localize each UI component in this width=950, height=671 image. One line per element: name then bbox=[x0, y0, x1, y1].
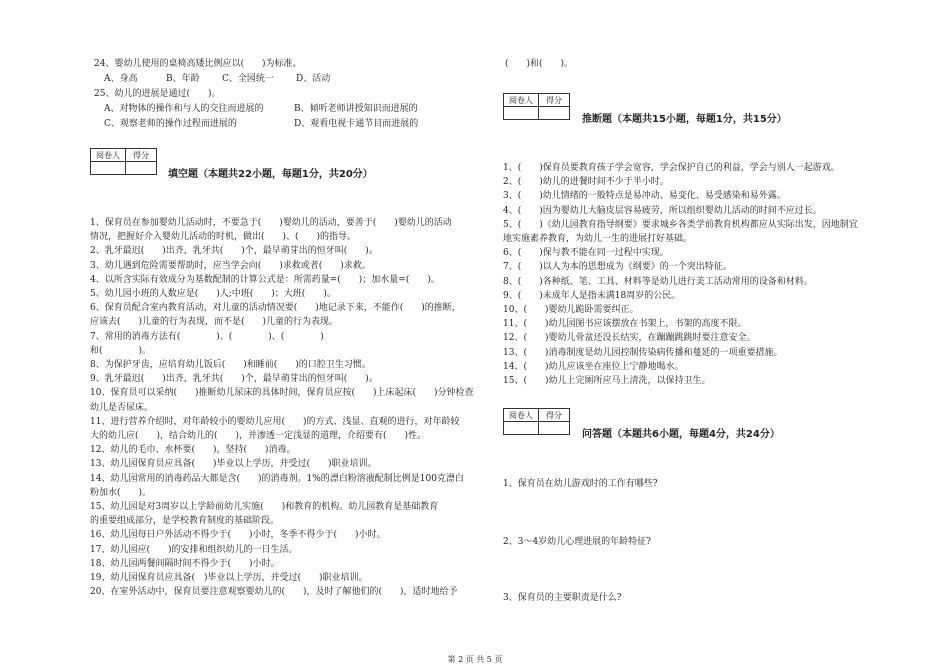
question-24: 24、婴幼儿使用的桌椅高矮比例应以( )为标准。 bbox=[94, 59, 302, 69]
score-label: 得分 bbox=[539, 94, 570, 107]
fill-question-line: 2、乳牙最迟( )出齐，乳牙共( )个，最早萌芽出的恒牙叫( )。 bbox=[90, 246, 378, 257]
fill-question-line: 大的幼儿应( )，结合幼儿的( )，并渗透一定浅显的道理，介绍要有( )性。 bbox=[90, 431, 427, 441]
fill-question-line: 18、幼儿园两餐间隔时间不得少于( )小时。 bbox=[90, 558, 280, 569]
fill-question-line: 粉加水( )。 bbox=[90, 487, 152, 498]
score-cell bbox=[539, 422, 570, 435]
fill-question-line: 9、乳牙最迟( )出齐，乳牙共( )个，最早萌芽出的恒牙叫( )。 bbox=[90, 374, 378, 385]
qa-question-1: 1、保育员在幼儿游戏时的工作有哪些? bbox=[503, 479, 658, 489]
grader-cell bbox=[504, 107, 539, 120]
grader-cell bbox=[504, 422, 539, 435]
score-label: 得分 bbox=[539, 409, 570, 422]
fill-question-line: 应该去( )儿童的行为表现，而不是( )儿童的行为表现。 bbox=[90, 317, 339, 328]
judge-question-line: 12、( )婴幼儿骨盆还没长结实，在蹦蹦跳跳时要注意安全。 bbox=[503, 333, 756, 344]
judge-question-line: 6、( )保与教不能在同一过程中实现。 bbox=[503, 248, 669, 259]
fill-question-line: 1、保育员在参加婴幼儿活动时，不要急于( )婴幼儿的活动，要善于( )婴幼儿的活动 bbox=[90, 218, 452, 228]
fill-question-line: 20、在室外活动中，保育员要注意观察婴幼儿的( )，及时了解他们的( )，适时地给予 bbox=[90, 587, 458, 598]
q24-option-c: C、全园统一 bbox=[222, 74, 274, 84]
q25-option-d: D、观看电视卡通节目而进展的 bbox=[294, 119, 419, 129]
fill-question-line: 5、幼儿园小班的人数应是( )人;中班( )；大班( )。 bbox=[90, 289, 336, 299]
q24-option-b: B、年龄 bbox=[166, 74, 200, 84]
judge-question-line: 8、( )各种纸、笔、工具、材料等是幼儿进行美工活动常用的设备和材料。 bbox=[503, 276, 813, 287]
qa-section-title: 问答题（本题共6小题，每题4分，共24分） bbox=[582, 429, 780, 440]
fill-section-title: 填空题（本题共22小题，每题1分，共20分） bbox=[168, 169, 373, 180]
score-box-qa bbox=[503, 408, 570, 435]
judge-question-line: 15、( )幼儿上完厕所应马上清洗，以保持卫生。 bbox=[503, 376, 711, 386]
q25-option-b: B、倾听老师讲授知识而进展的 bbox=[294, 104, 418, 114]
fill-question-line: 19、幼儿园保育员应具备( )毕业以上学历，并受过( )职业培训。 bbox=[90, 573, 368, 583]
grader-label: 阅卷人 bbox=[504, 94, 539, 107]
fill-question-line: 8、为保护牙齿，应培育幼儿饭后( )和睡前( )的口腔卫生习惯。 bbox=[90, 360, 371, 370]
fill-question-line: 情况，把握好介入婴幼儿活动的时机，做出( )、( )的指导。 bbox=[90, 232, 357, 243]
fill-question-line: 的重要组成部分，是学校教育制度的基础阶段。 bbox=[90, 516, 280, 527]
page-footer: 第 2 页 共 5 页 bbox=[447, 655, 503, 664]
question-25: 25、幼儿的进展是通过( )。 bbox=[94, 89, 221, 99]
judge-question-line: 1、( )保育员要教育孩子学会宽容，学会保护自己的利益，学会与别人一起游戏。 bbox=[503, 163, 840, 173]
q24-option-a: A、身高 bbox=[104, 74, 138, 84]
judge-question-line: 9、( )未成年人是指未满18周岁的公民。 bbox=[503, 290, 681, 301]
judge-question-line: 5、( )《幼儿园教育指导纲要》要求城乡各类学前教育机构都应从实际出发，因地制宜 bbox=[503, 219, 858, 230]
judge-question-line: 3、( )幼儿情绪的一般特点是易冲动、易变化、易受感染和易外露。 bbox=[503, 191, 786, 202]
q24-option-d: D、活动 bbox=[296, 74, 331, 84]
qa-question-2: 2、3～4岁幼儿心理进展的年龄特征? bbox=[503, 537, 652, 547]
judge-question-line: 2、( )幼儿的进餐时间不少于半小时。 bbox=[503, 177, 669, 188]
qa-question-3: 3、保育员的主要职责是什么? bbox=[503, 593, 622, 603]
judge-question-line: 10、( )婴幼儿跪卧需要纠正。 bbox=[503, 305, 639, 315]
fill-question-line: 15、幼儿园是对3周岁以上学龄前幼儿实施( )和教育的机构。幼儿园教育是基础教育 bbox=[90, 502, 439, 512]
fill-question-line: 11、进行营养介绍时，对年龄较小的婴幼儿应用( )的方式、浅显、直观的进行，对年龄较 bbox=[90, 416, 460, 427]
q25-option-a: A、对物体的操作和与人的交往而进展的 bbox=[104, 104, 264, 114]
carryover-line: ( )和( )。 bbox=[505, 59, 574, 69]
fill-question-line: 13、幼儿园保育员应具备( )毕业以上学历，并受过( )职业培训。 bbox=[90, 459, 377, 470]
grader-label: 阅卷人 bbox=[504, 409, 539, 422]
score-cell bbox=[539, 107, 570, 120]
judge-question-line: 13、( )消毒制度是幼儿园控制传染病传播和蔓延的一项重要措施。 bbox=[503, 347, 783, 358]
fill-question-line: 3、幼儿遇到危险需要帮助时，应当学会向( )求救或者( )求救。 bbox=[90, 260, 371, 271]
fill-question-line: 17、幼儿园应( )的安排和组织幼儿的一日生活。 bbox=[90, 544, 298, 555]
judge-question-line: 11、( )幼儿园图书应该摆放在书架上，书架的高度不限。 bbox=[503, 319, 747, 330]
score-label: 得分 bbox=[126, 149, 157, 162]
judge-question-line: 地实施素养教育，为幼儿一生的进展打好基础。 bbox=[503, 234, 693, 244]
fill-question-line: 7、常用的消毒方法有( )、( )、( ) bbox=[90, 331, 324, 342]
fill-question-line: 6、保育员配合室内教育活动，对儿童的活动情况要( )地记录下来，不能作( )的推断， bbox=[90, 303, 461, 314]
grader-cell bbox=[91, 162, 126, 175]
fill-question-line: 14、幼儿园常用的消毒药品大都是含( )的消毒剂。1%的漂白粉溶液配制比例是100克漂白 bbox=[90, 473, 464, 484]
fill-question-line: 10、保育员可以采纳( )推断幼儿尿床的具体时间，保育员应按( )上床起床( )分钟检查 bbox=[90, 388, 474, 399]
score-box-judge bbox=[503, 93, 570, 120]
fill-question-line: 幼儿是否尿床。 bbox=[90, 402, 154, 413]
fill-question-line: 和( )。 bbox=[90, 345, 152, 356]
judge-question-line: 4、( )因为婴幼儿大脑皮层容易疲劳，所以组织婴幼儿活动的时间不应过长。 bbox=[503, 205, 822, 216]
fill-question-line: 12、幼儿的毛巾、水杯要( )，坚持( )消毒。 bbox=[90, 445, 296, 456]
score-box-fill bbox=[90, 148, 157, 175]
judge-section-title: 推断题（本题共15小题，每题1分，共15分） bbox=[582, 114, 787, 125]
judge-question-line: 14、( )幼儿应该坐在座位上宁静地喝水。 bbox=[503, 361, 684, 372]
grader-label: 阅卷人 bbox=[91, 149, 126, 162]
fill-question-line: 4、以所含实际有效成分为基数配制的计算公式是：所需药量=( )；加水量=( )。 bbox=[90, 274, 440, 285]
score-cell bbox=[126, 162, 157, 175]
fill-question-line: 16、幼儿园每日户外活动不得少于( )小时，冬季不得少于( )小时。 bbox=[90, 530, 386, 541]
q25-option-c: C、观察老师的操作过程而进展的 bbox=[104, 119, 237, 129]
judge-question-line: 7、( )以人为本的思想成为《纲要》的一个突出特征。 bbox=[503, 262, 732, 273]
